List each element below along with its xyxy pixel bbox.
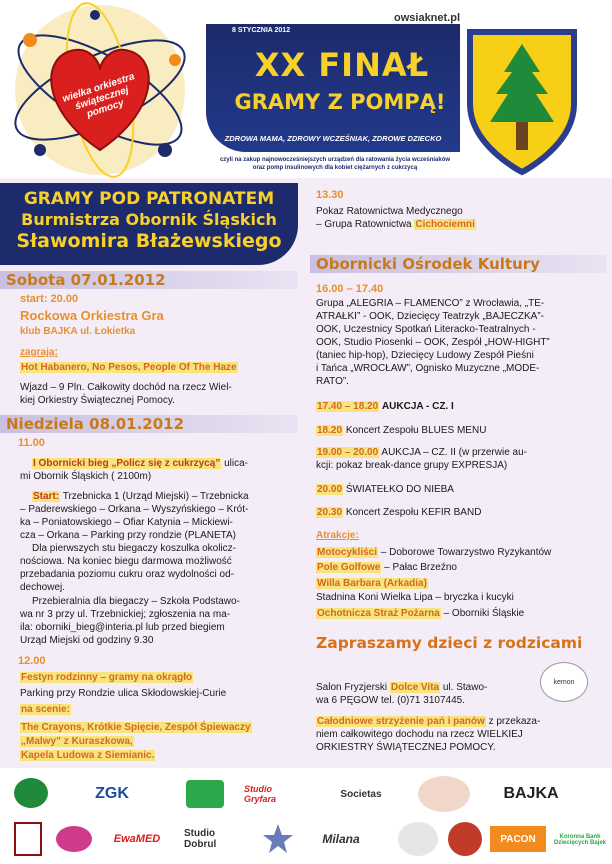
sponsor-koronna: Koronna Bank Dziecięcych Bajek: [553, 834, 607, 846]
time-1330: 13.30: [316, 189, 344, 201]
festyn: [20, 672, 193, 684]
scene-line-2-text: „Malwy” z Kuraszkowa,: [21, 736, 133, 747]
sponsor-ewamed: EwaMED: [113, 833, 161, 845]
bands-text: Hot Habanero, No Pesos, People Of The Haze: [21, 362, 237, 373]
pole-rest: – Pałac Brzeźno: [384, 562, 457, 573]
atrakcja-osp: [316, 608, 524, 620]
grupa-line-4: OOK, Studio Piosenki – OOK, Zespół „HOW-HIGHT”: [316, 337, 550, 348]
sponsor-studio-gryfara: Studio Gryfara: [244, 784, 277, 804]
saturday-header: Sobota 07.01.2012: [0, 271, 298, 289]
pokaz-line-2: [316, 219, 476, 231]
start-time: start: 20.00: [20, 293, 79, 305]
entry-line-2: kiej Orkiestry Świątecznej Pomocy.: [20, 395, 175, 406]
changing-line-1: Przebieralnia dla biegaczy – Szkoła Podstawo-: [32, 596, 240, 607]
scene-label-text: na scenie:: [21, 704, 70, 715]
kemon-logo: kemon: [540, 662, 588, 702]
grupa-line-5: (taniec hip-hop), Dziecięcy Ludowy Zespół Pieśni: [316, 350, 534, 361]
atrakcja-moto: [316, 547, 551, 559]
grupa-line-1: Grupa „ALEGRIA – FLAMENCO” z Wrocławia, „TE-: [316, 298, 545, 309]
scene-line-1: [20, 722, 252, 734]
koncert-2: [316, 507, 481, 519]
time-1200: 12.00: [18, 655, 46, 667]
bands: [20, 362, 238, 374]
time-1900: 19.00 – 20.00: [317, 447, 379, 458]
sunday-header: Niedziela 08.01.2012: [0, 415, 298, 433]
sponsor-zgk: ZGK: [95, 785, 129, 802]
stadnina: Stadnina Koni Wielka Lipa – bryczka i kucyki: [316, 592, 514, 603]
cichociemni: Cichociemni: [415, 219, 475, 230]
osp-rest: – Oborniki Śląskie: [443, 608, 525, 619]
sponsor-map-icon: [186, 780, 224, 808]
scene-line-2: [20, 736, 134, 748]
zagraja-label: zagrają:: [20, 347, 58, 358]
patron-line-2: Burmistrza Obornik Śląskich: [21, 210, 277, 229]
ook-header: Obornicki Ośrodek Kultury: [310, 255, 606, 273]
dolce-vita: Dolce Vita: [390, 682, 440, 693]
parking: Parking przy Rondzie ulica Skłodowskiej-Curie: [20, 688, 227, 699]
event-date: 8 STYCZNIA 2012: [232, 27, 291, 34]
route-line-2: – Paderewskiego – Orkana – Wyszyńskiego – Krót-: [20, 504, 249, 515]
moto: Motocykliści: [317, 547, 378, 558]
shirts-line-3: przebadania poziomu cukru oraz wydolności od-: [20, 569, 235, 580]
sponsor-round-badge-icon: [398, 822, 438, 856]
koncert-1: [316, 425, 486, 437]
calod: Całodniowe strzyżenie pań i panów: [317, 716, 485, 727]
salon-line-1-a: Salon Fryzjerski: [316, 682, 388, 693]
aukcja-2-line-2: kcji: pokaz break-dance grupy EXPRESJA): [316, 460, 508, 471]
sponsors-footer: [0, 768, 612, 864]
route-line-1: [32, 491, 249, 503]
zapraszamy: Zapraszamy dzieci z rodzicami: [316, 634, 583, 652]
run-line-1: [32, 458, 248, 470]
koncert-2-text: Koncert Zespołu KEFIR BAND: [345, 507, 482, 518]
patron-line-3: Sławomira Błażewskiego: [16, 230, 282, 252]
changing-line-3: ila: oborniki_bieg@interia.pl lub przed biegiem: [20, 622, 225, 633]
calod-line-1: [316, 716, 540, 728]
run-line-2: mi Obornik Śląskich ( 2100m): [20, 471, 152, 482]
time-2000: 20.00: [317, 484, 343, 495]
route-line-4: cza – Orkana – Parking przy rondzie (PLANETA): [20, 530, 237, 541]
sponsor-crest-icon: [418, 776, 470, 812]
koncert-1-text: Koncert Zespołu BLUES MENU: [345, 425, 487, 436]
changing-line-2: wa nr 3 przy ul. Trzebnickiej; zgłoszenia na ma-: [20, 609, 231, 620]
title-band: [206, 24, 460, 152]
shirts-line-1: Dla pierwszych stu biegaczy koszulka okolicz-: [32, 543, 236, 554]
scene-line-1-text: The Crayons, Krótkie Spięcie, Zespół Śpiewaczy: [21, 722, 251, 733]
time-1100: 11.00: [18, 437, 45, 449]
calod-line-3: ORKIESTRY ŚWIĄTECZNEJ POMOCY.: [316, 742, 496, 753]
header: [0, 0, 612, 178]
salon-line-1: [316, 682, 487, 694]
shirts-line-4: dechowej.: [20, 582, 66, 593]
sponsor-societas: Societas: [340, 788, 382, 800]
sponsor-police-star-icon: [258, 822, 298, 856]
patron-line-1: GRAMY POD PATRONATEM: [23, 189, 275, 209]
aukcja-2-text: AUKCJA – CZ. II (w przerwie au-: [381, 447, 527, 458]
entry-line-1: Wjazd – 9 Pln. Całkowity dochód na rzecz Wiel-: [20, 382, 232, 393]
time-1820: 18.20: [317, 425, 343, 436]
patron-banner: [0, 183, 298, 265]
start-word: Start:: [33, 491, 60, 502]
pokaz-line-1: Pokaz Ratownictwa Medycznego: [316, 206, 463, 217]
sponsor-building-icon: [14, 822, 42, 856]
sponsor-red-badge-icon: [448, 822, 482, 856]
scene-label: [20, 704, 71, 716]
tagline: ZDROWA MAMA, ZDROWY WCZEŚNIAK, ZDROWE DZIECKO: [224, 134, 442, 143]
time-1600: 16.00 – 17.40: [316, 283, 384, 295]
shirts-line-2: nościowa. Na koniec biegu darmowa możliwość: [20, 556, 232, 567]
aukcja-1-text: AUKCJA - CZ. I: [381, 401, 454, 412]
sponsor-green-circle-icon: [14, 778, 48, 808]
atrakcje-label: Atrakcje:: [316, 530, 359, 541]
grupa-line-7: RATO”.: [316, 376, 349, 387]
rock-title: Rockowa Orkiestra Gra: [20, 308, 164, 323]
salon-line-1-b: ul. Stawo-: [442, 682, 488, 693]
route-line-1-text: Trzebnicka 1 (Urząd Miejski) – Trzebnicka: [62, 491, 249, 502]
pokaz-line-2-text: – Grupa Ratownictwa: [316, 219, 412, 230]
sponsor-pink-logo-icon: [56, 826, 92, 852]
moto-rest: – Doborowe Towarzystwo Ryzykantów: [380, 547, 552, 558]
swiatelko-text: ŚWIATEŁKO DO NIEBA: [345, 484, 454, 495]
time-2030: 20.30: [317, 507, 343, 518]
run-line-1-rest: ulica-: [224, 458, 248, 469]
heart-text: wielka orkiestra świątecznej pomocy: [61, 71, 136, 121]
site-label: owsiaknet.pl: [394, 12, 461, 24]
description: [208, 156, 462, 172]
grupa-line-3: OOK, Uczestnicy Spotkań Literacko-Teatralnych -: [316, 324, 536, 335]
run-title: I Obornicki bieg „Policz się z cukrzycą”: [33, 458, 221, 469]
swiatelko: [316, 484, 454, 496]
salon-line-2: wa 6 PĘGOW tel. (0)71 3107445.: [316, 695, 465, 706]
description-line-1: czyli na zakup najnowocześniejszych urządzeń dla ratowania życia wcześniaków: [219, 157, 451, 163]
main-title: XX FINAŁ: [254, 46, 430, 84]
atrakcja-willa: [316, 578, 428, 590]
atrakcja-pole: [316, 562, 457, 574]
willa: Willa Barbara (Arkadia): [317, 578, 427, 589]
calod-line-2: niem całkowitego dochodu na rzecz WIELKIEJ: [316, 729, 523, 740]
main-subtitle: GRAMY Z POMPĄ!: [234, 90, 446, 114]
time-1740: 17.40 – 18.20: [317, 401, 379, 412]
rock-club: klub BAJKA ul. Łokietka: [20, 326, 136, 337]
grupa-line-6: i Tańca „WROCŁAW”, Ognisko Muzyczne „MODE-: [316, 363, 540, 374]
festyn-text: Festyn rodzinny – gramy na okrągło: [21, 672, 193, 683]
aukcja-1: [316, 401, 454, 413]
coat-of-arms-icon: [462, 26, 582, 176]
description-line-2: oraz pomp insulinowych dla kobiet ciężarnych z cukrzycą: [252, 165, 418, 171]
scene-line-3: [20, 750, 155, 762]
changing-line-4: Urząd Miejski od godziny 9.30: [20, 635, 154, 646]
pole: Pole Golfowe: [317, 562, 381, 573]
sponsor-pacon: PACON: [490, 826, 546, 852]
scene-line-3-text: Kapela Ludowa z Siemianic.: [21, 750, 155, 761]
sponsor-milana: Milana: [322, 832, 360, 846]
sponsor-bajka: BAJKA: [503, 785, 559, 802]
route-line-3: ka – Poniatowskiego – Ofiar Katynia – Mickiewi-: [20, 517, 233, 528]
calod-rest: z przekaza-: [488, 716, 541, 727]
osp: Ochotnicza Straż Pożarna: [317, 608, 440, 619]
sponsor-studio-dobrul: Studio Dobrul: [184, 828, 217, 850]
grupa-line-2: ATRAŁKI” - OOK, Dziecięcy Teatrzyk „BAJECZKA”-: [316, 311, 545, 322]
aukcja-2-line-1: [316, 447, 527, 459]
